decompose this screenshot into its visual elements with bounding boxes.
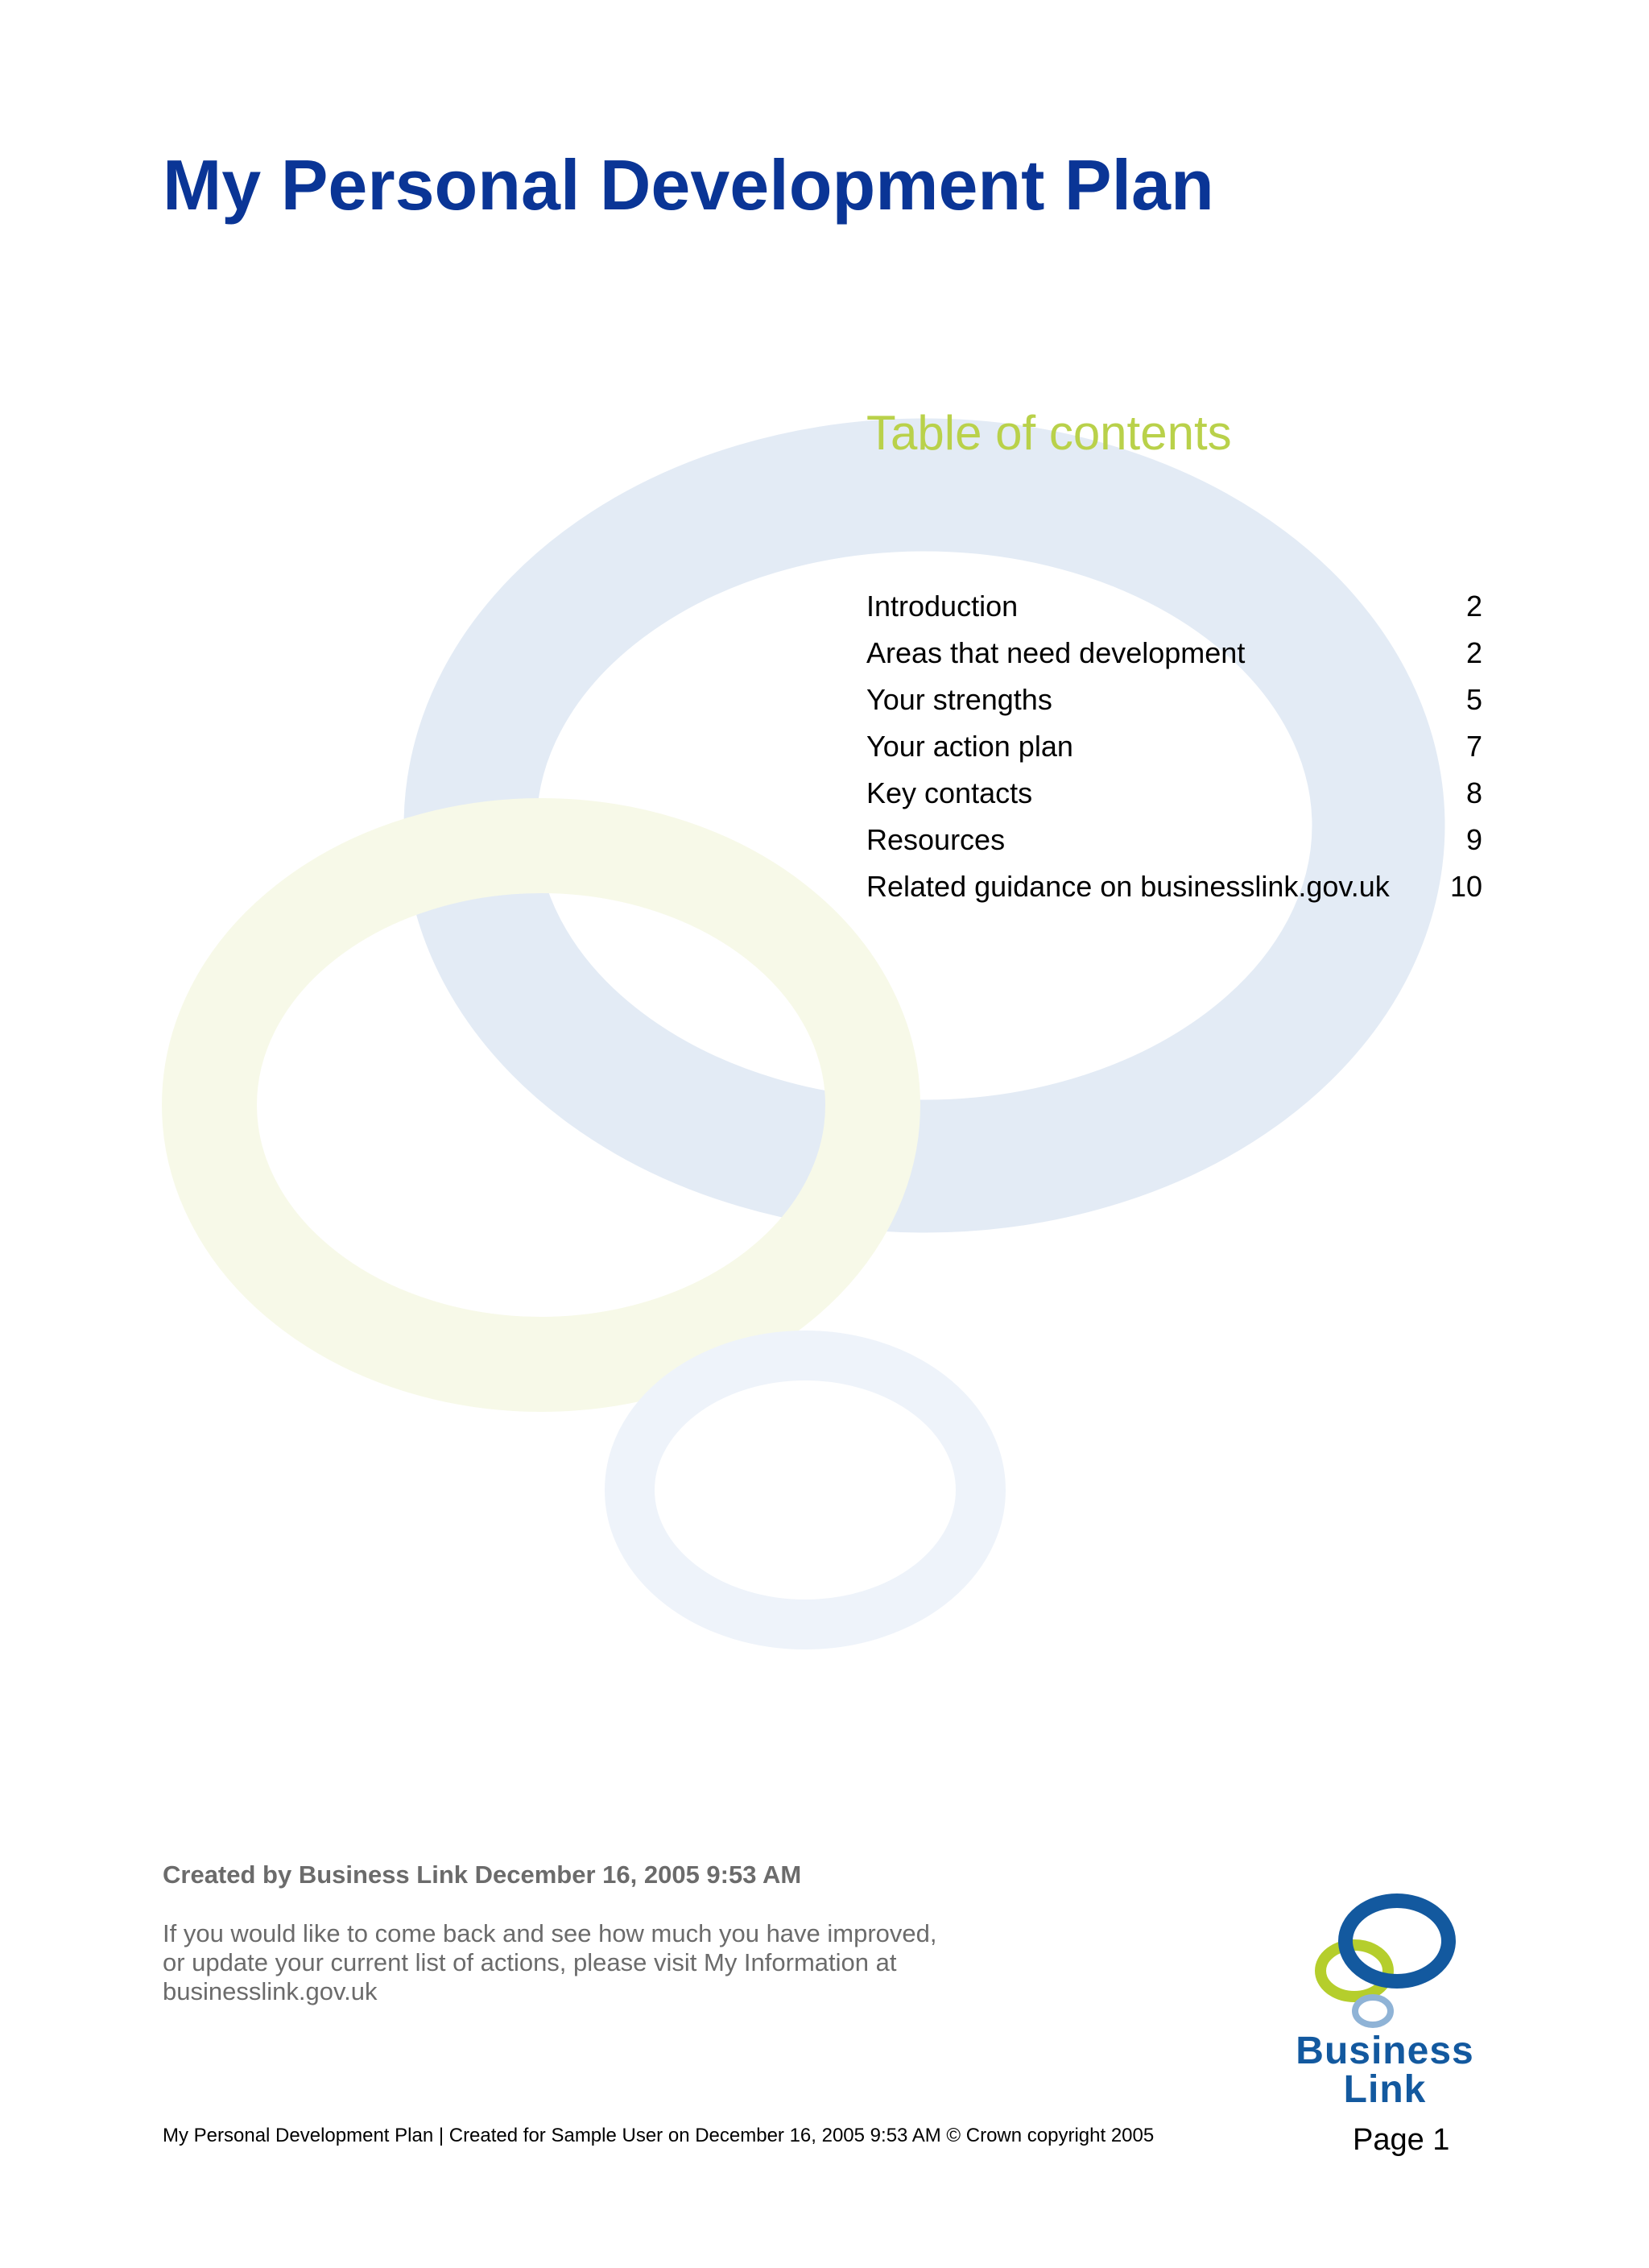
business-link-rings-icon [1288,1881,1482,2042]
table-of-contents [866,590,1482,917]
page-number: Page 1 [1353,2123,1450,2157]
toc-entry-page: 9 [1465,823,1482,856]
toc-entry-your-action-plan[interactable] [866,730,1482,776]
toc-entry-label: Related guidance on businesslink.gov.uk [866,870,1390,903]
toc-entry-page: 10 [1449,870,1482,903]
logo-wordmark-line-2: Link [1343,2068,1427,2111]
toc-entry-label: Your action plan [866,730,1073,763]
toc-entry-label: Areas that need development [866,636,1246,669]
footer-text: My Personal Development Plan | Created for Sample User on December 16, 2005 9:53 AM © Crown copyright 2005 [163,2125,1155,2146]
toc-heading: Table of contents [866,406,1232,460]
logo-small-ring [1355,1997,1391,2025]
business-link-logo [1288,1881,1482,2122]
toc-entry-label: Key contacts [866,776,1033,809]
toc-entry-key-contacts[interactable] [866,776,1482,823]
revisit-note: If you would like to come back and see how much you have improved, or update your current list of actions, please visit My Information at businesslink.gov.uk [163,1919,937,2005]
toc-entry-page: 5 [1465,683,1482,716]
toc-entry-page: 8 [1465,776,1482,809]
page-title: My Personal Development Plan [163,145,1214,225]
logo-wordmark-line-1: Business [1296,2030,1474,2072]
toc-entry-label: Introduction [866,590,1019,623]
toc-entry-page: 2 [1465,636,1482,669]
small-ring [630,1355,981,1624]
created-by-line: Created by Business Link December 16, 2005 9:53 AM [163,1860,802,1889]
toc-entry-related-guidance[interactable] [866,870,1482,917]
logo-wordmark [1288,2032,1482,2109]
toc-entry-your-strengths[interactable] [866,683,1482,730]
toc-entry-page: 7 [1465,730,1482,763]
toc-entry-page: 2 [1465,590,1482,623]
toc-entry-resources[interactable] [866,823,1482,870]
toc-entry-label: Resources [866,823,1006,856]
toc-entry-areas-that-need-development[interactable] [866,636,1482,683]
toc-entry-introduction[interactable] [866,590,1482,636]
toc-entry-label: Your strengths [866,683,1052,716]
